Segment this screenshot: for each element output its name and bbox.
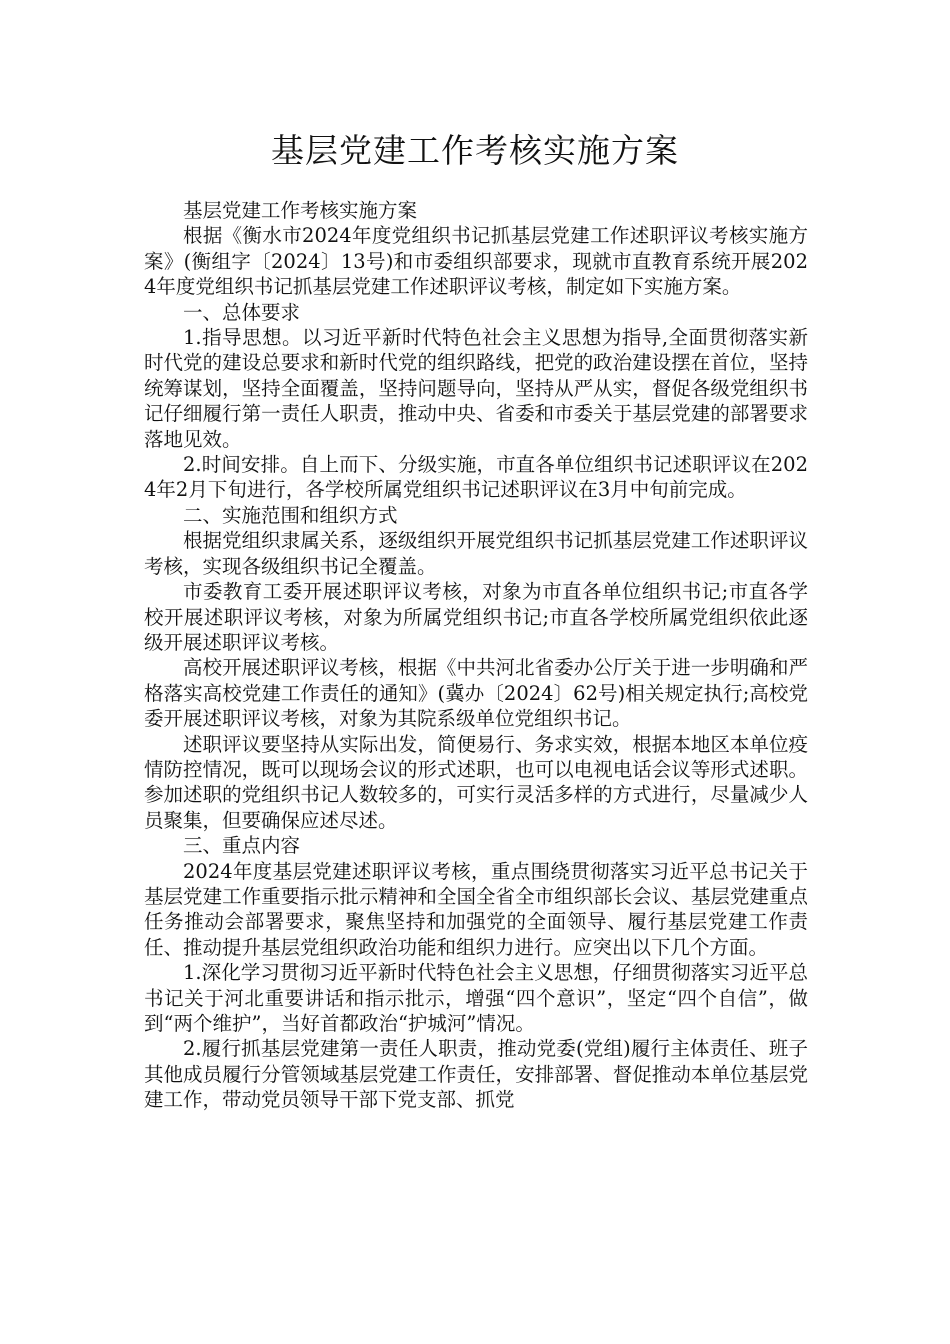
paragraph-subtitle: 基层党建工作考核实施方案 — [183, 199, 418, 222]
document-title: 基层党建工作考核实施方案 — [271, 131, 679, 170]
document-body — [144, 198, 808, 1113]
paragraph-key-content-intro: 2024年度基层党建述职评议考核，重点围绕贯彻落实习近平总书记关于基层党建工作重要指示批示精神和全国全省全市组织部长会议、基层党建重点任务推动会部署要求，聚焦坚持和加强党的全面领导、履行基层党建工作责任、推动提升基层党组织政治功能和组织力进行。应突出以下几个方面。 — [144, 859, 808, 959]
paragraph-intro: 根据《衡水市2024年度党组织书记抓基层党建工作述职评议考核实施方案》(衡组字〔2024〕13号)和市委组织部要求，现就市直教育系统开展2024年度党组织书记抓基层党建工作述职评议考核，制定如下实施方案。 — [144, 224, 808, 299]
paragraph-key-point-1: 1.深化学习贯彻习近平新时代特色社会主义思想，仔细贯彻落实习近平总书记关于河北重要讲话和指示批示，增强“四个意识”，坚定“四个自信”，做到“两个维护”，当好首都政治“护城河”情况。 — [144, 961, 808, 1035]
section-heading-general-requirements: 一、总体要求 — [183, 300, 301, 324]
paragraph-key-point-2: 2.履行抓基层党建第一责任人职责，推动党委(党组)履行主体责任、班子其他成员履行分管领域基层党建工作责任，安排部署、督促推动本单位基层党建工作，带动党员领导干部下党支部、抓党 — [144, 1037, 808, 1112]
paragraph-guiding-thought: 1.指导思想。以习近平新时代特色社会主义思想为指导,全面贯彻落实新时代党的建设总要求和新时代党的组织路线，把党的政治建设摆在首位，坚持统筹谋划，坚持全面覆盖，坚持问题导向，坚持从严从实，督促各级党组织书记仔细履行第一责任人职责，推动中央、省委和市委关于基层党建的部署要求落地见效。 — [144, 326, 808, 451]
section-heading-key-content: 三、重点内容 — [183, 834, 301, 858]
paragraph-scope-3: 高校开展述职评议考核，根据《中共河北省委办公厅关于进一步明确和严格落实高校党建工作责任的通知》(冀办〔2024〕62号)相关规定执行;高校党委开展述职评议考核，对象为其院系级单位党组织书记。 — [144, 656, 808, 731]
section-heading-scope: 二、实施范围和组织方式 — [183, 503, 398, 527]
paragraph-scope-2: 市委教育工委开展述职评议考核，对象为市直各单位组织书记;市直各学校开展述职评议考核，对象为所属党组织书记;市直各学校所属党组织依此逐级开展述职评议考核。 — [144, 580, 808, 654]
paragraph-schedule: 2.时间安排。自上而下、分级实施，市直各单位组织书记述职评议在2024年2月下旬进行，各学校所属党组织书记述职评议在3月中旬前完成。 — [144, 453, 808, 502]
paragraph-scope-1: 根据党组织隶属关系，逐级组织开展党组织书记抓基层党建工作述职评议考核，实现各级组织书记全覆盖。 — [144, 529, 808, 578]
paragraph-scope-4: 述职评议要坚持从实际出发，简便易行、务求实效，根据本地区本单位疫情防控情况，既可以现场会议的形式述职，也可以电视电话会议等形式述职。参加述职的党组织书记人数较多的，可实行灵活多样的方式进行，尽量减少人员聚集，但要确保应述尽述。 — [144, 732, 808, 832]
